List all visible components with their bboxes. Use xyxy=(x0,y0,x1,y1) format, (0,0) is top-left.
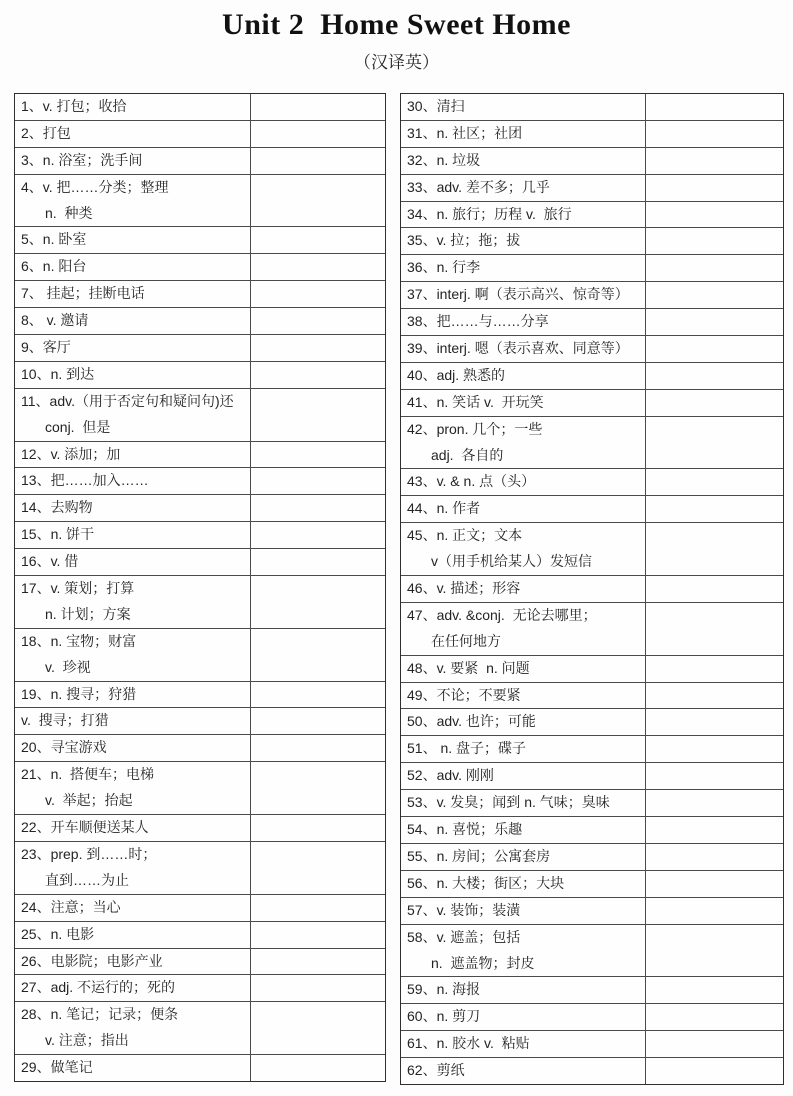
table-row xyxy=(15,895,385,922)
table-row xyxy=(15,442,385,469)
chinese-definition-cell xyxy=(401,228,646,254)
chinese-definition-cell xyxy=(15,281,251,307)
definition-line: 20、寻宝游戏 xyxy=(21,739,107,756)
chinese-definition-cell xyxy=(401,202,646,228)
table-row xyxy=(15,842,385,895)
answer-blank-cell[interactable] xyxy=(251,815,385,841)
chinese-definition-cell xyxy=(401,175,646,201)
chinese-definition-cell xyxy=(401,363,646,389)
answer-blank-cell[interactable] xyxy=(251,629,385,681)
answer-blank-cell[interactable] xyxy=(646,656,783,682)
chinese-definition-cell xyxy=(15,762,251,814)
definition-line: 37、interj. 啊（表示高兴、惊奇等） xyxy=(407,286,629,303)
chinese-definition-cell xyxy=(401,790,646,816)
answer-blank-cell[interactable] xyxy=(251,148,385,174)
answer-blank-cell[interactable] xyxy=(251,121,385,147)
definition-line: 27、adj. 不运行的；死的 xyxy=(21,979,176,996)
definition-line: 19、n. 搜寻；狩猎 xyxy=(21,685,137,702)
chinese-definition-cell xyxy=(15,629,251,681)
answer-blank-cell[interactable] xyxy=(646,1004,783,1030)
answer-blank-cell[interactable] xyxy=(646,390,783,416)
chinese-definition-cell xyxy=(15,708,251,734)
table-row xyxy=(401,336,783,363)
definition-line: 43、v. & n. 点（头） xyxy=(407,473,536,490)
answer-blank-cell[interactable] xyxy=(251,94,385,120)
definition-line: 55、n. 房间；公寓套房 xyxy=(407,847,551,864)
table-row xyxy=(15,227,385,254)
chinese-definition-cell xyxy=(15,175,251,227)
table-row xyxy=(401,363,783,390)
table-row xyxy=(15,629,385,682)
answer-blank-cell[interactable] xyxy=(646,496,783,522)
table-row xyxy=(401,977,783,1004)
table-row xyxy=(401,228,783,255)
table-row xyxy=(15,949,385,976)
chinese-definition-cell xyxy=(401,576,646,602)
chinese-definition-cell xyxy=(15,842,251,894)
table-row xyxy=(15,682,385,709)
chinese-definition-cell xyxy=(15,549,251,575)
definition-line: 60、n. 剪刀 xyxy=(407,1008,481,1025)
table-row xyxy=(15,762,385,815)
definition-line: 7、 挂起；挂断电话 xyxy=(21,285,145,302)
table-row xyxy=(15,495,385,522)
table-row xyxy=(15,175,385,228)
chinese-definition-cell xyxy=(15,922,251,948)
chinese-definition-cell xyxy=(401,603,646,655)
chinese-definition-cell xyxy=(15,254,251,280)
answer-blank-cell[interactable] xyxy=(251,389,385,441)
definition-line: 在任何地方 xyxy=(431,632,501,649)
answer-blank-cell[interactable] xyxy=(251,281,385,307)
table-row xyxy=(401,683,783,710)
definition-line: 5、n. 卧室 xyxy=(21,231,87,248)
definition-line: n. 遮盖物；封皮 xyxy=(431,954,535,971)
definition-line: 47、adv. &conj. 无论去哪里； xyxy=(407,606,597,623)
answer-blank-cell[interactable] xyxy=(646,844,783,870)
definition-line: 61、n. 胶水 v. 粘贴 xyxy=(407,1035,530,1052)
definition-line: v. 珍视 xyxy=(45,658,91,675)
answer-blank-cell[interactable] xyxy=(646,175,783,201)
definition-line: 3、n. 浴室；洗手间 xyxy=(21,151,143,168)
chinese-definition-cell xyxy=(15,735,251,761)
answer-blank-cell[interactable] xyxy=(251,922,385,948)
definition-line: 12、v. 添加；加 xyxy=(21,445,121,462)
chinese-definition-cell xyxy=(401,736,646,762)
definition-line: 33、adv. 差不多；几乎 xyxy=(407,178,550,195)
answer-blank-cell[interactable] xyxy=(646,763,783,789)
answer-blank-cell[interactable] xyxy=(646,709,783,735)
answer-blank-cell[interactable] xyxy=(251,442,385,468)
answer-blank-cell[interactable] xyxy=(251,708,385,734)
chinese-definition-cell xyxy=(401,496,646,522)
definition-line: 31、n. 社区；社团 xyxy=(407,124,523,141)
chinese-definition-cell xyxy=(15,815,251,841)
answer-blank-cell[interactable] xyxy=(646,576,783,602)
table-row xyxy=(401,148,783,175)
chinese-definition-cell xyxy=(15,1002,251,1054)
definition-line: 11、adv.（用于否定句和疑问句)还 xyxy=(21,392,234,409)
chinese-definition-cell xyxy=(401,523,646,575)
definition-line: conj. 但是 xyxy=(45,418,111,435)
definition-line: 15、n. 饼干 xyxy=(21,526,95,543)
table-row xyxy=(15,922,385,949)
chinese-definition-cell xyxy=(15,94,251,120)
definition-line: adj. 各自的 xyxy=(431,446,504,463)
chinese-definition-cell xyxy=(15,975,251,1001)
chinese-definition-cell xyxy=(401,390,646,416)
definition-line: 48、v. 要紧 n. 问题 xyxy=(407,659,530,676)
table-row xyxy=(401,282,783,309)
answer-blank-cell[interactable] xyxy=(646,683,783,709)
definition-line: 17、v. 策划；打算 xyxy=(21,580,135,597)
answer-blank-cell[interactable] xyxy=(646,309,783,335)
definition-line: 35、v. 拉；拖；拔 xyxy=(407,232,521,249)
table-row xyxy=(401,1058,783,1084)
table-row xyxy=(401,121,783,148)
answer-blank-cell[interactable] xyxy=(646,603,783,655)
table-row xyxy=(15,522,385,549)
definition-line: 8、 v. 邀请 xyxy=(21,312,89,329)
definition-line: 16、v. 借 xyxy=(21,553,79,570)
definition-line: 36、n. 行李 xyxy=(407,259,481,276)
answer-blank-cell[interactable] xyxy=(646,228,783,254)
answer-blank-cell[interactable] xyxy=(646,925,783,977)
answer-blank-cell[interactable] xyxy=(646,255,783,281)
definition-line: 直到……为止 xyxy=(45,871,129,888)
answer-blank-cell[interactable] xyxy=(646,977,783,1003)
answer-blank-cell[interactable] xyxy=(646,94,783,120)
chinese-definition-cell xyxy=(15,335,251,361)
definition-line: v. 举起；抬起 xyxy=(45,792,133,809)
chinese-definition-cell xyxy=(15,389,251,441)
chinese-definition-cell xyxy=(401,683,646,709)
table-row xyxy=(15,121,385,148)
chinese-definition-cell xyxy=(401,94,646,120)
table-row xyxy=(401,709,783,736)
table-row xyxy=(15,815,385,842)
definition-line: 40、adj. 熟悉的 xyxy=(407,366,506,383)
table-row xyxy=(401,871,783,898)
definition-line: 9、客厅 xyxy=(21,339,71,356)
definition-line: 38、把……与……分享 xyxy=(407,313,549,330)
chinese-definition-cell xyxy=(15,949,251,975)
definition-line: 62、剪纸 xyxy=(407,1062,465,1079)
definition-line: 26、电影院；电影产业 xyxy=(21,952,163,969)
table-row xyxy=(15,389,385,442)
table-row xyxy=(401,790,783,817)
table-row xyxy=(401,255,783,282)
chinese-definition-cell xyxy=(15,682,251,708)
answer-blank-cell[interactable] xyxy=(251,254,385,280)
table-row xyxy=(15,362,385,389)
answer-blank-cell[interactable] xyxy=(251,495,385,521)
definition-line: 52、adv. 刚刚 xyxy=(407,767,494,784)
chinese-definition-cell xyxy=(401,1004,646,1030)
table-row xyxy=(15,468,385,495)
table-row xyxy=(401,94,783,121)
answer-blank-cell[interactable] xyxy=(646,817,783,843)
answer-blank-cell[interactable] xyxy=(251,735,385,761)
answer-blank-cell[interactable] xyxy=(251,895,385,921)
table-row xyxy=(401,496,783,523)
chinese-definition-cell xyxy=(15,895,251,921)
definition-line: 6、n. 阳台 xyxy=(21,258,87,275)
definition-line: 56、n. 大楼；街区；大块 xyxy=(407,874,565,891)
table-row xyxy=(401,1031,783,1058)
table-row xyxy=(401,576,783,603)
table-row xyxy=(401,390,783,417)
answer-blank-cell[interactable] xyxy=(646,871,783,897)
table-row xyxy=(401,844,783,871)
chinese-definition-cell xyxy=(15,442,251,468)
definition-line: 23、prep. 到……时； xyxy=(21,845,157,862)
chinese-definition-cell xyxy=(15,227,251,253)
table-row xyxy=(401,1004,783,1031)
definition-line: 49、不论；不要紧 xyxy=(407,686,521,703)
definition-line: 24、注意；当心 xyxy=(21,898,121,915)
answer-blank-cell[interactable] xyxy=(251,682,385,708)
definition-line: 25、n. 电影 xyxy=(21,925,95,942)
answer-blank-cell[interactable] xyxy=(646,148,783,174)
definition-line: 46、v. 描述；形容 xyxy=(407,580,521,597)
answer-blank-cell[interactable] xyxy=(646,736,783,762)
definition-line: 2、打包 xyxy=(21,124,71,141)
definition-line: 21、n. 搭便车；电梯 xyxy=(21,766,155,783)
answer-blank-cell[interactable] xyxy=(646,363,783,389)
answer-blank-cell[interactable] xyxy=(251,549,385,575)
definition-line: 50、adv. 也许；可能 xyxy=(407,713,536,730)
definition-line: 30、清扫 xyxy=(407,98,465,114)
definition-line: 58、v. 遮盖；包括 xyxy=(407,928,521,945)
definition-line: 1、v. 打包；收拾 xyxy=(21,98,127,114)
table-row xyxy=(15,1002,385,1055)
table-row xyxy=(15,708,385,735)
definition-line: 34、n. 旅行；历程 v. 旅行 xyxy=(407,205,572,222)
table-row xyxy=(15,975,385,1002)
chinese-definition-cell xyxy=(15,308,251,334)
table-row xyxy=(15,254,385,281)
chinese-definition-cell xyxy=(15,362,251,388)
definition-line: 51、 n. 盘子；碟子 xyxy=(407,740,527,757)
chinese-definition-cell xyxy=(401,336,646,362)
chinese-definition-cell xyxy=(401,148,646,174)
chinese-definition-cell xyxy=(401,898,646,924)
chinese-definition-cell xyxy=(15,121,251,147)
chinese-definition-cell xyxy=(15,522,251,548)
table-row xyxy=(15,549,385,576)
definition-line: 4、v. 把……分类；整理 xyxy=(21,178,169,195)
table-row xyxy=(401,736,783,763)
table-row xyxy=(15,335,385,362)
answer-blank-cell[interactable] xyxy=(646,523,783,575)
definition-line: 22、开车顺便送某人 xyxy=(21,819,149,836)
definition-line: 42、pron. 几个；一些 xyxy=(407,420,543,437)
answer-blank-cell[interactable] xyxy=(646,282,783,308)
chinese-definition-cell xyxy=(15,576,251,628)
chinese-definition-cell xyxy=(401,1031,646,1057)
answer-blank-cell[interactable] xyxy=(251,1055,385,1081)
answer-blank-cell[interactable] xyxy=(646,898,783,924)
answer-blank-cell[interactable] xyxy=(251,762,385,814)
definition-line: 44、n. 作者 xyxy=(407,500,481,517)
table-row xyxy=(401,417,783,470)
left-vocabulary-table xyxy=(14,93,386,1082)
table-row xyxy=(401,469,783,496)
chinese-definition-cell xyxy=(15,1055,251,1081)
definition-line: v. 搜寻；打猎 xyxy=(21,712,109,729)
definition-line: v. 注意；指出 xyxy=(45,1032,129,1049)
answer-blank-cell[interactable] xyxy=(251,362,385,388)
definition-line: n. 种类 xyxy=(45,204,93,221)
table-row xyxy=(401,817,783,844)
chinese-definition-cell xyxy=(401,925,646,977)
table-row xyxy=(401,656,783,683)
table-row xyxy=(401,202,783,229)
chinese-definition-cell xyxy=(15,148,251,174)
definition-line: n. 计划；方案 xyxy=(45,605,131,622)
chinese-definition-cell xyxy=(401,844,646,870)
table-row xyxy=(15,148,385,175)
chinese-definition-cell xyxy=(401,469,646,495)
answer-blank-cell[interactable] xyxy=(646,336,783,362)
chinese-definition-cell xyxy=(401,977,646,1003)
definition-line: 32、n. 垃圾 xyxy=(407,151,481,168)
definition-line: 10、n. 到达 xyxy=(21,365,95,382)
answer-blank-cell[interactable] xyxy=(251,335,385,361)
answer-blank-cell[interactable] xyxy=(646,121,783,147)
chinese-definition-cell xyxy=(401,417,646,469)
answer-blank-cell[interactable] xyxy=(251,522,385,548)
table-row xyxy=(15,281,385,308)
chinese-definition-cell xyxy=(15,495,251,521)
definition-line: 14、去购物 xyxy=(21,499,93,516)
definition-line: 57、v. 装饰；装潢 xyxy=(407,901,521,918)
table-row xyxy=(401,925,783,978)
definition-line: 59、n. 海报 xyxy=(407,981,481,998)
table-row xyxy=(401,763,783,790)
answer-blank-cell[interactable] xyxy=(251,175,385,227)
definition-line: 28、n. 笔记；记录；便条 xyxy=(21,1006,179,1023)
answer-blank-cell[interactable] xyxy=(646,1058,783,1084)
definition-line: 39、interj. 嗯（表示喜欢、同意等） xyxy=(407,340,629,357)
answer-blank-cell[interactable] xyxy=(251,468,385,494)
chinese-definition-cell xyxy=(401,871,646,897)
definition-line: 41、n. 笑话 v. 开玩笑 xyxy=(407,393,544,410)
answer-blank-cell[interactable] xyxy=(251,975,385,1001)
definition-line: 13、把……加入…… xyxy=(21,472,149,489)
chinese-definition-cell xyxy=(401,309,646,335)
chinese-definition-cell xyxy=(401,763,646,789)
answer-blank-cell[interactable] xyxy=(251,1002,385,1054)
page-subtitle: （汉译英） xyxy=(354,53,439,72)
answer-blank-cell[interactable] xyxy=(251,308,385,334)
table-row xyxy=(15,308,385,335)
answer-blank-cell[interactable] xyxy=(646,469,783,495)
answer-blank-cell[interactable] xyxy=(646,1031,783,1057)
page-title: Unit 2 Home Sweet Home xyxy=(222,8,571,41)
table-row xyxy=(15,576,385,629)
definition-line: 18、n. 宝物；财富 xyxy=(21,632,137,649)
table-row xyxy=(401,309,783,336)
chinese-definition-cell xyxy=(401,817,646,843)
chinese-definition-cell xyxy=(401,656,646,682)
answer-blank-cell[interactable] xyxy=(251,576,385,628)
chinese-definition-cell xyxy=(401,121,646,147)
table-row xyxy=(401,523,783,576)
answer-blank-cell[interactable] xyxy=(251,949,385,975)
chinese-definition-cell xyxy=(401,709,646,735)
definition-line: 53、v. 发臭；闻到 n. 气味；臭味 xyxy=(407,794,610,811)
chinese-definition-cell xyxy=(401,255,646,281)
answer-blank-cell[interactable] xyxy=(646,202,783,228)
definition-line: 54、n. 喜悦；乐趣 xyxy=(407,821,523,838)
chinese-definition-cell xyxy=(401,282,646,308)
answer-blank-cell[interactable] xyxy=(646,790,783,816)
table-row xyxy=(401,175,783,202)
definition-line: v（用手机给某人）发短信 xyxy=(431,553,592,570)
table-row xyxy=(401,898,783,925)
table-row xyxy=(15,94,385,121)
table-row xyxy=(401,603,783,656)
definition-line: 45、n. 正文；文本 xyxy=(407,527,523,544)
right-vocabulary-table xyxy=(400,93,784,1085)
table-row xyxy=(15,1055,385,1081)
chinese-definition-cell xyxy=(401,1058,646,1084)
table-row xyxy=(15,735,385,762)
answer-blank-cell[interactable] xyxy=(251,842,385,894)
definition-line: 29、做笔记 xyxy=(21,1059,93,1076)
answer-blank-cell[interactable] xyxy=(646,417,783,469)
chinese-definition-cell xyxy=(15,468,251,494)
answer-blank-cell[interactable] xyxy=(251,227,385,253)
